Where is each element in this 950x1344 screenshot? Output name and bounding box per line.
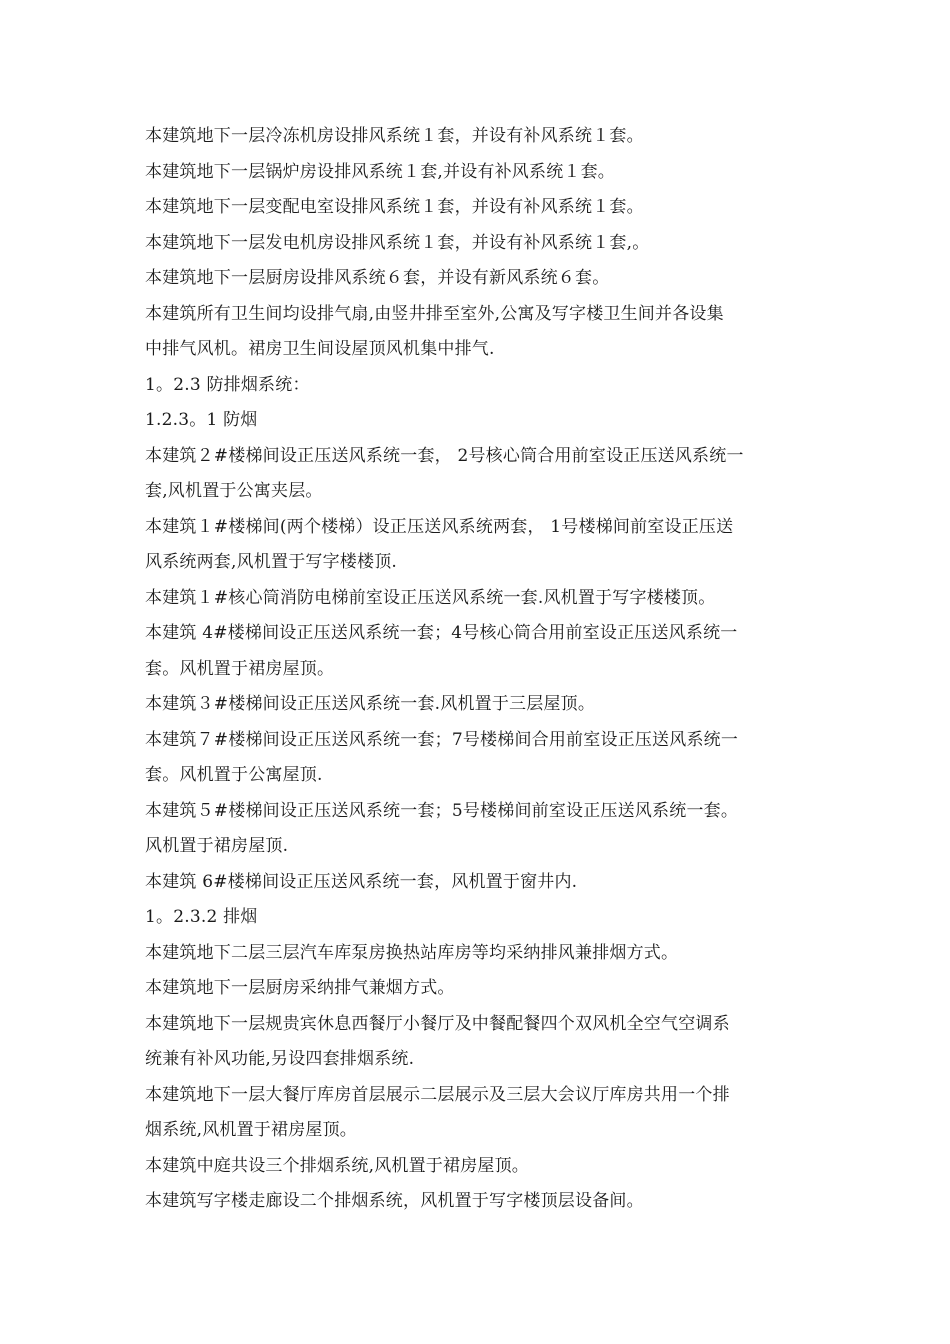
text-line: 烟系统,风机置于裙房屋顶。 xyxy=(145,1120,358,1140)
text-line: 本建筑地下一层变配电室设排风系统１套，并设有补风系统１套。 xyxy=(145,197,644,217)
text-line: 本建筑所有卫生间均设排气扇,由竖井排至室外,公寓及写字楼卫生间并各设集 xyxy=(145,303,724,324)
subsection-heading: 1。2.3.2 排烟 xyxy=(145,907,258,927)
text-line: 本建筑３#楼梯间设正压送风系统一套.风机置于三层屋顶。 xyxy=(145,694,596,714)
text-line: 套,风机置于公寓夹层。 xyxy=(145,481,323,501)
text-line: 本建筑地下一层规贵宾休息西餐厅小餐厅及中餐配餐四个双风机全空气空调系 xyxy=(145,1013,730,1034)
subsection-heading: 1.2.3。1 防烟 xyxy=(145,410,258,430)
text-line: 本建筑５#楼梯间设正压送风系统一套；5号楼梯间前室设正压送风系统一套。 xyxy=(145,800,739,821)
text-line: 本建筑地下一层厨房设排风系统６套，并设有新风系统６套。 xyxy=(145,268,610,288)
text-line: 本建筑中庭共设三个排烟系统,风机置于裙房屋顶。 xyxy=(145,1155,530,1176)
text-line: 本建筑地下二层三层汽车库泵房换热站库房等均采纳排风兼排烟方式。 xyxy=(145,942,679,963)
text-line: 本建筑１#核心筒消防电梯前室设正压送风系统一套.风机置于写字楼楼顶。 xyxy=(145,587,716,608)
text-line: 风机置于裙房屋顶. xyxy=(145,836,289,856)
text-line: 本建筑２#楼梯间设正压送风系统一套， 2号核心筒合用前室设正压送风系统一 xyxy=(145,445,744,466)
text-line: 套。风机置于裙房屋顶。 xyxy=(145,658,335,679)
text-line: 本建筑 4#楼梯间设正压送风系统一套；4号核心筒合用前室设正压送风系统一 xyxy=(145,623,738,643)
text-line: 本建筑地下一层发电机房设排风系统１套，并设有补风系统１套,。 xyxy=(145,232,650,253)
text-line: 本建筑１#楼梯间(两个楼梯）设正压送风系统两套， 1号楼梯间前室设正压送 xyxy=(145,516,734,537)
text-line: 中排气风机。裙房卫生间设屋顶风机集中排气. xyxy=(145,339,495,359)
text-line: 套。风机置于公寓屋顶. xyxy=(145,765,323,785)
document-body xyxy=(145,119,815,1220)
text-line: 统兼有补风功能,另设四套排烟系统. xyxy=(145,1049,415,1069)
section-heading: 1。2.3 防排烟系统： xyxy=(145,374,310,395)
text-line: 本建筑地下一层厨房采纳排气兼烟方式。 xyxy=(145,978,455,998)
text-line: 本建筑７#楼梯间设正压送风系统一套；7号楼梯间合用前室设正压送风系统一 xyxy=(145,729,739,750)
text-line: 本建筑地下一层大餐厅库房首层展示二层展示及三层大会议厅库房共用一个排 xyxy=(145,1084,730,1105)
text-line: 本建筑地下一层冷冻机房设排风系统１套，并设有补风系统１套。 xyxy=(145,126,644,146)
text-line: 本建筑写字楼走廊设二个排烟系统，风机置于写字楼顶层设备间。 xyxy=(145,1191,644,1211)
text-line: 风系统两套,风机置于写字楼楼顶. xyxy=(145,552,398,572)
text-line: 本建筑地下一层锅炉房设排风系统１套,并设有补风系统１套。 xyxy=(145,161,616,182)
text-line: 本建筑 6#楼梯间设正压送风系统一套，风机置于窗井内. xyxy=(145,871,578,892)
